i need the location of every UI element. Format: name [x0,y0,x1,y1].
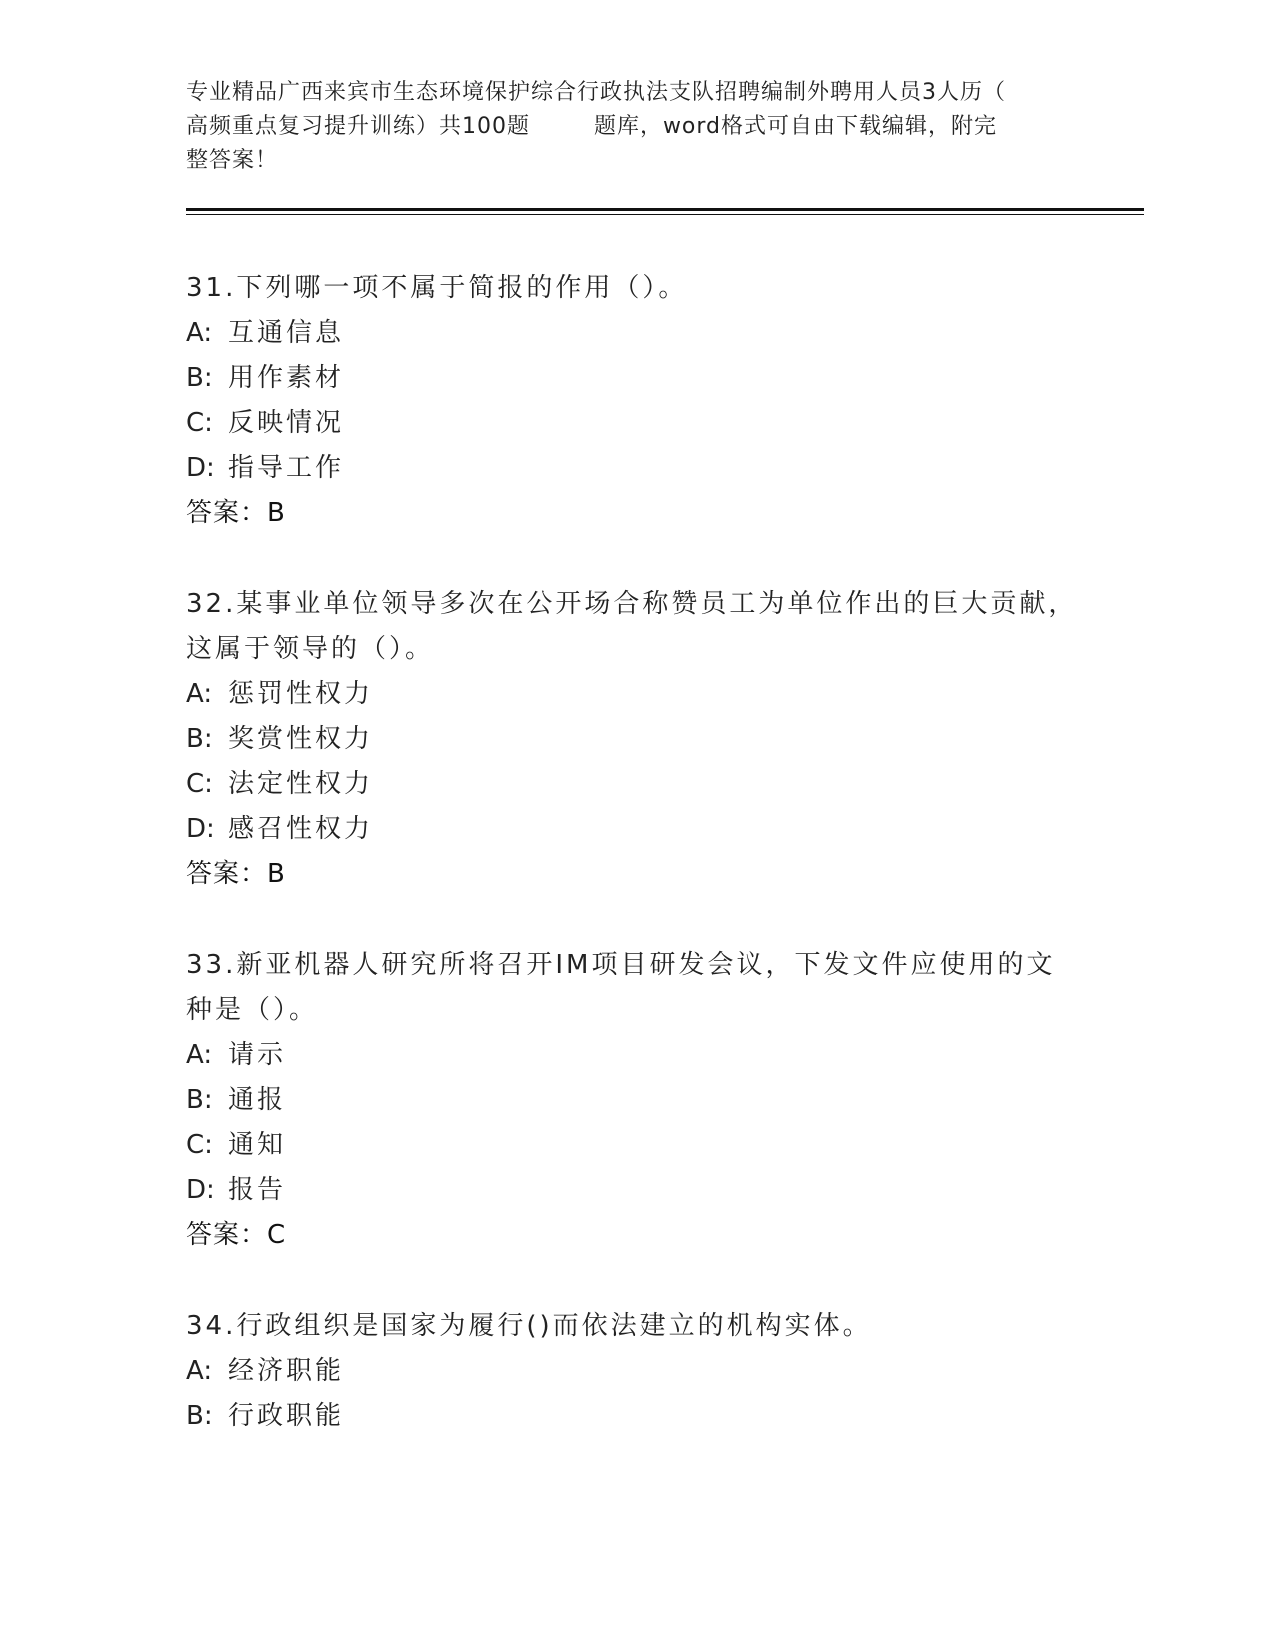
option-text: 行政职能 [228,1401,345,1431]
option-a [186,672,1086,717]
question-list [186,266,1086,1485]
question-31 [186,266,1086,536]
option-key: B: [186,1085,213,1115]
option-b [186,1078,1086,1123]
option-key: D: [186,453,215,483]
option-text: 请示 [228,1040,287,1070]
option-b [186,1394,1086,1439]
option-key: C: [186,1130,213,1160]
question-stem-line: 34.行政组织是国家为履行()而依法建立的机构实体。 [186,1311,872,1341]
option-key: A: [186,679,213,709]
header-line: 专业精品广西来宾市生态环境保护综合行政执法支队招聘编制外聘用人员3人历（ [186,80,1006,105]
question-stem-line: 31.下列哪一项不属于简报的作用（）。 [186,273,688,303]
answer-label: 答案：C [186,1220,287,1250]
option-text: 惩罚性权力 [228,679,374,709]
question-stem [186,582,1086,672]
option-key: C: [186,769,213,799]
option-c [186,762,1086,807]
option-text: 法定性权力 [228,769,374,799]
option-text: 奖赏性权力 [228,724,374,754]
option-text: 感召性权力 [228,814,374,844]
option-key: A: [186,1040,213,1070]
answer-label: 答案：B [186,859,286,889]
question-stem-line: 种是（）。 [186,995,319,1025]
option-text: 通知 [228,1130,287,1160]
answer-label: 答案：B [186,498,286,528]
option-key: B: [186,724,213,754]
question-stem [186,266,1086,311]
option-key: B: [186,1401,213,1431]
question-stem-line: 这属于领导的（）。 [186,634,435,664]
option-text: 通报 [228,1085,287,1115]
question-stem [186,943,1086,1033]
option-d [186,807,1086,852]
option-key: C: [186,408,213,438]
option-key: A: [186,318,213,348]
question-stem [186,1304,1086,1349]
option-b [186,717,1086,762]
header-line: 高频重点复习提升训练）共100题 题库，word格式可自由下载编辑，附完 [186,114,998,139]
option-text: 报告 [228,1175,287,1205]
option-key: D: [186,814,215,844]
option-b [186,356,1086,401]
option-c [186,1123,1086,1168]
option-a [186,1033,1086,1078]
header-line: 整答案！ [186,148,279,173]
option-a [186,311,1086,356]
question-stem-line: 32.某事业单位领导多次在公开场合称赞员工为单位作出的巨大贡献， [186,589,1078,619]
option-key: B: [186,363,213,393]
option-key: D: [186,1175,215,1205]
option-key: A: [186,1356,213,1386]
option-d [186,446,1086,491]
option-text: 经济职能 [228,1356,345,1386]
header-divider-thin [186,214,1144,215]
question-32 [186,582,1086,897]
document-header [186,76,1066,178]
option-text: 用作素材 [228,363,345,393]
option-text: 反映情况 [228,408,345,438]
question-stem-line: 33.新亚机器人研究所将召开IM项目研发会议，下发文件应使用的文 [186,950,1056,980]
option-text: 指导工作 [228,453,345,483]
question-34 [186,1304,1086,1439]
option-c [186,401,1086,446]
question-33 [186,943,1086,1258]
option-text: 互通信息 [228,318,345,348]
option-a [186,1349,1086,1394]
option-d [186,1168,1086,1213]
header-divider-thick [186,208,1144,211]
